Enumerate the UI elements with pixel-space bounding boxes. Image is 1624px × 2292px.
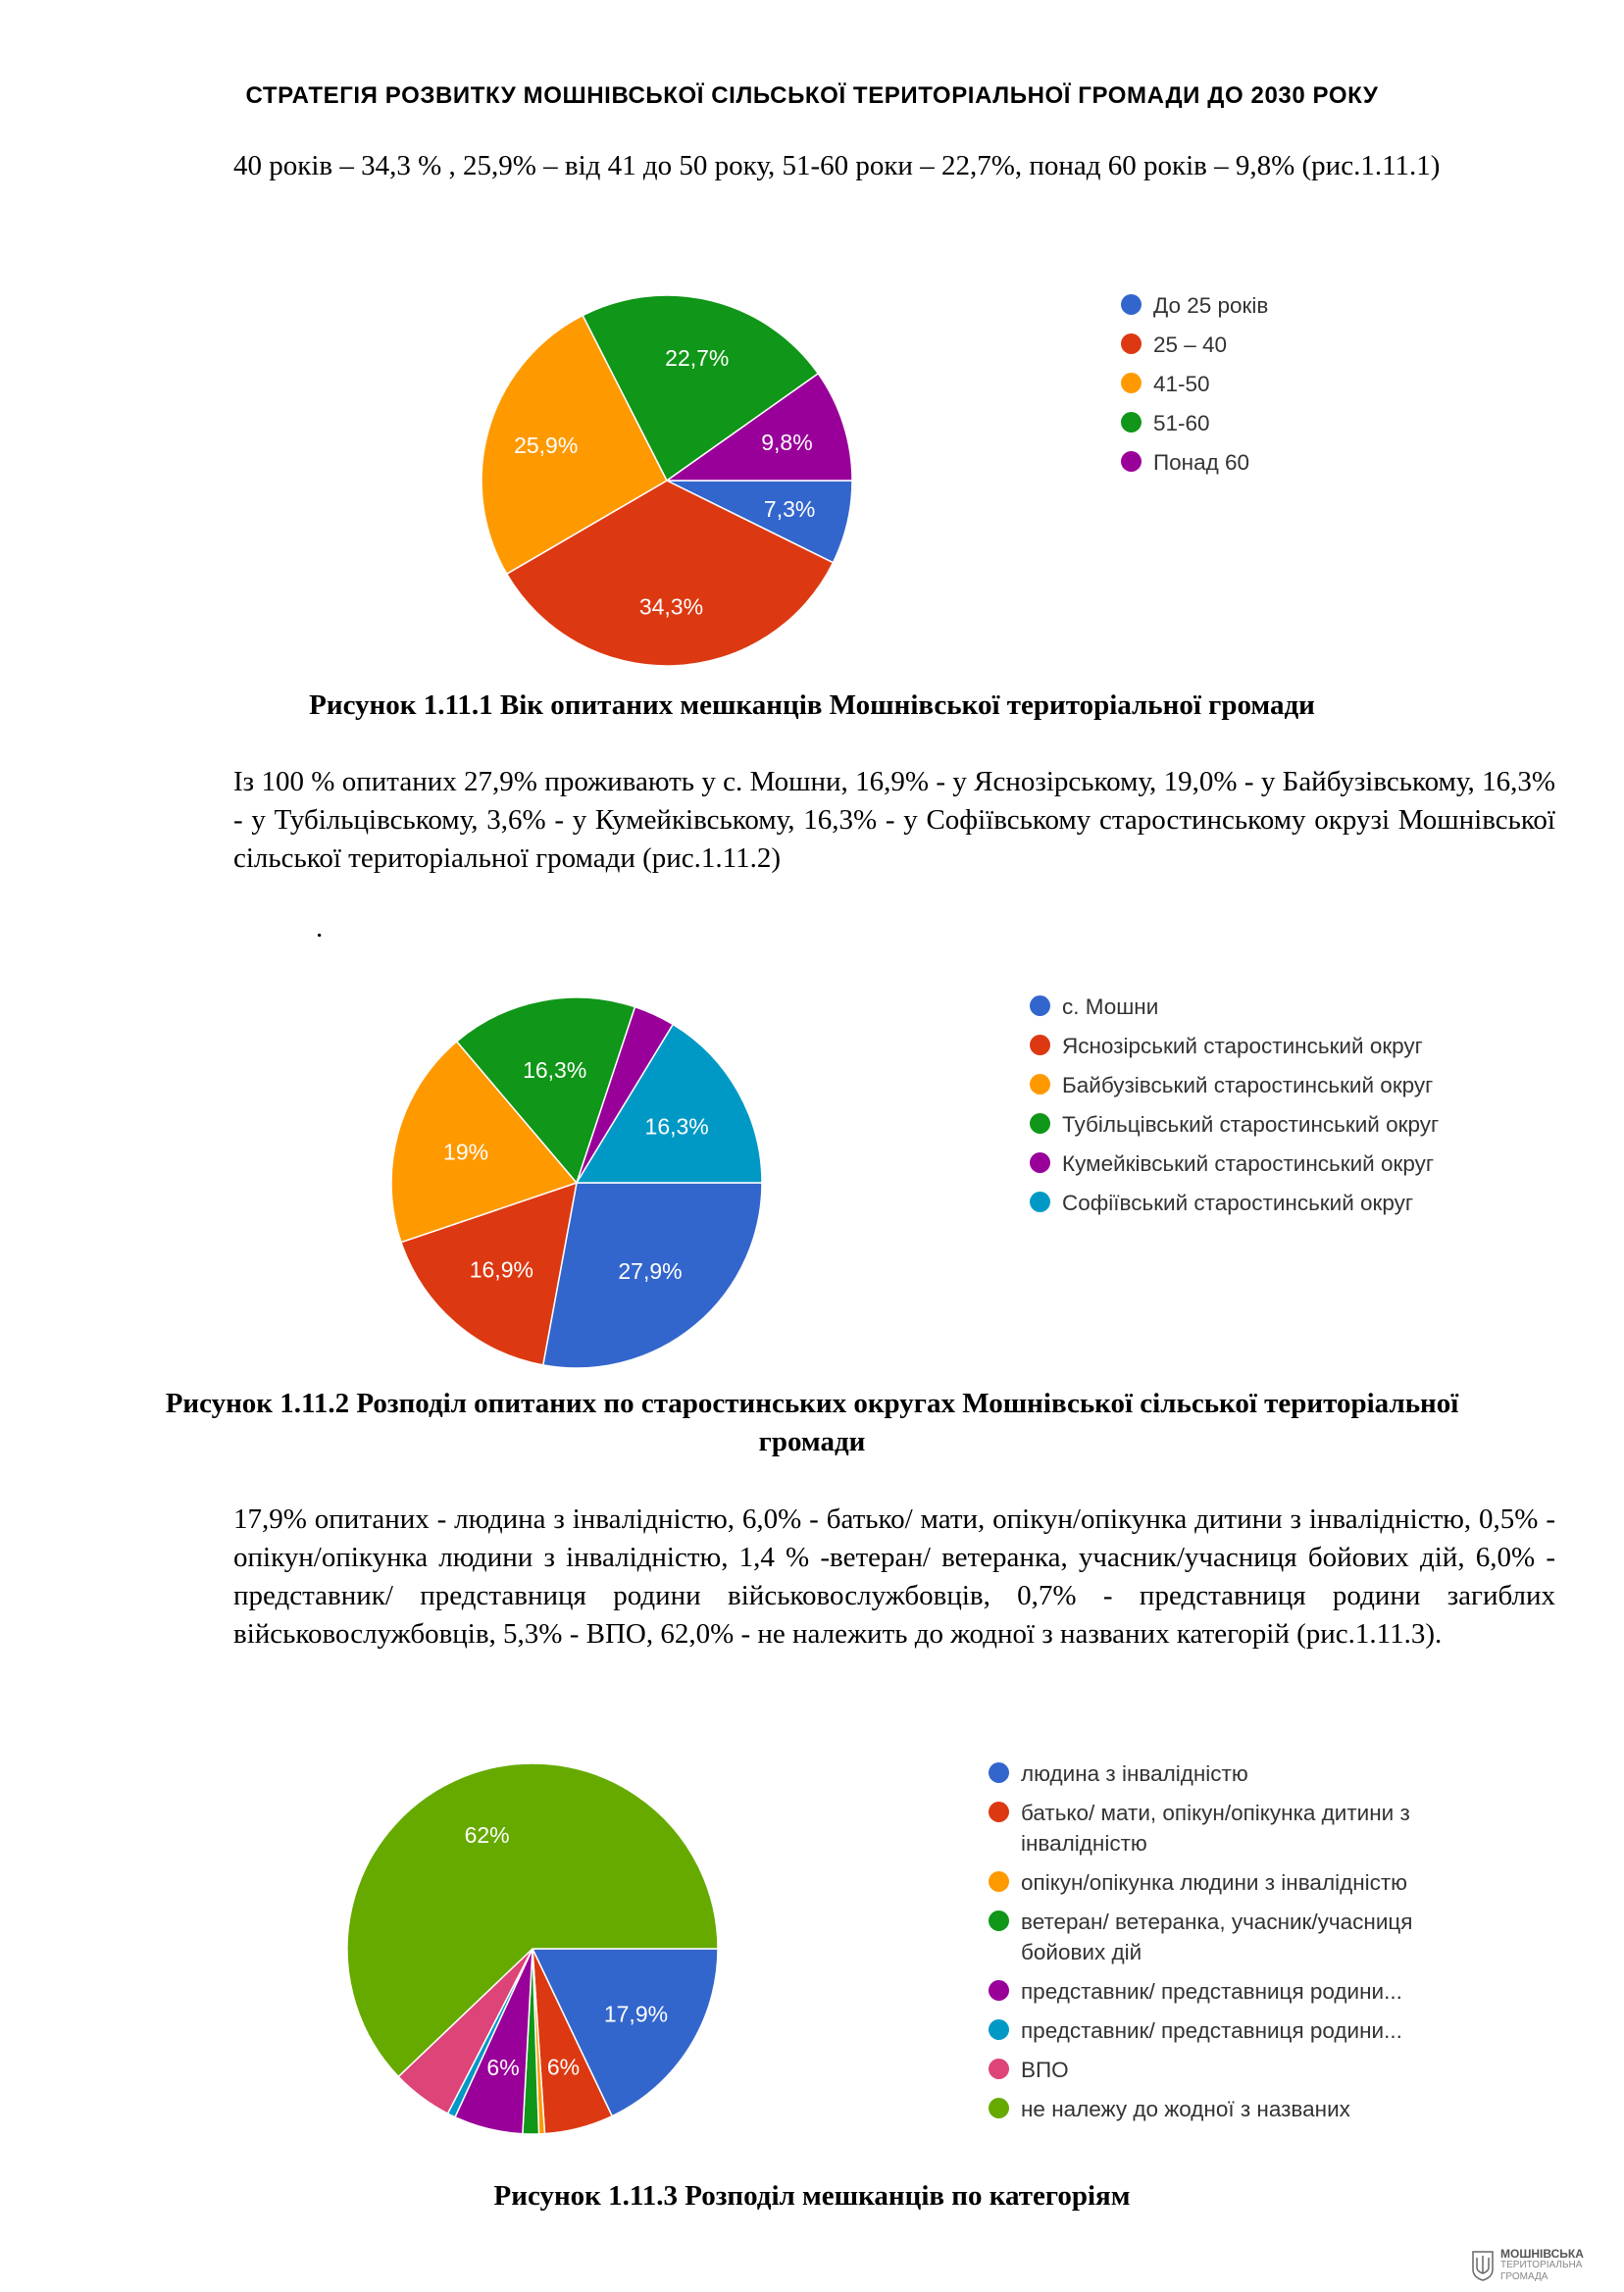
legend-swatch xyxy=(1121,373,1142,393)
legend-item xyxy=(989,2094,1498,2124)
slice-label: 9,8% xyxy=(761,430,813,456)
legend-swatch xyxy=(989,1980,1009,2001)
legend-item xyxy=(1030,1188,1439,1218)
legend-label: Кумейківський старостинський округ xyxy=(1062,1151,1435,1176)
legend-label: не належу до жодної з названих xyxy=(1021,2097,1350,2121)
legend-swatch xyxy=(989,1910,1009,1931)
legend-item xyxy=(1121,408,1268,438)
legend-label: 51-60 xyxy=(1153,411,1210,435)
legend-swatch xyxy=(989,1871,1009,1892)
legend-item xyxy=(989,1976,1498,2007)
legend-label: 41-50 xyxy=(1153,372,1210,396)
pie-chart-districts xyxy=(390,996,763,1369)
legend-swatch xyxy=(989,2098,1009,2118)
slice-label: 6% xyxy=(486,2055,520,2081)
slice-label: 6% xyxy=(546,2054,581,2080)
logo-line-3: ГРОМАДА xyxy=(1500,2271,1548,2282)
legend-label: с. Мошни xyxy=(1062,994,1159,1019)
slice-label: 22,7% xyxy=(665,345,730,372)
paragraph-dot: . xyxy=(316,912,324,943)
legend-item xyxy=(1121,369,1268,399)
paragraph-categories: 17,9% опитаних - людина з інвалідністю, 6,0% - батько/ мати, опікун/опікунка дитини з інвалідністю, 0,5% - опікун/опікунка людини з інвалідністю, 1,4 % -ветеран/ ветеранка, учасник/учасниця бойових дій, 6,0% - представник/ представниця родини військовослужбовців, 0,7% - представниця родини загиблих військовослужбовців, 5,3% - ВПО, 62,0% - не належить до жодної з названих категорій (рис.1.11.3). xyxy=(233,1503,1555,1650)
trident-icon xyxy=(1471,2250,1495,2281)
legend-item xyxy=(989,1867,1498,1898)
slice-label: 19% xyxy=(443,1139,489,1165)
legend-item xyxy=(1030,1109,1439,1140)
legend-swatch xyxy=(989,1802,1009,1822)
paragraph-age: 40 років – 34,3 % , 25,9% – від 41 до 50 року, 51-60 роки – 22,7%, понад 60 років – 9,8% (рис.1.11.1) xyxy=(233,150,1441,181)
figure-caption-3: Рисунок 1.11.3 Розподіл мешканців по категоріям xyxy=(493,2180,1131,2212)
slice-label: 17,9% xyxy=(603,2001,669,2027)
slice-label: 16,3% xyxy=(523,1056,587,1083)
legend-label: Яснозірський старостинський округ xyxy=(1062,1034,1423,1058)
legend-label: ВПО xyxy=(1021,2058,1069,2082)
legend-swatch xyxy=(1030,1035,1050,1055)
legend-item xyxy=(1030,1031,1439,1061)
legend-label: Тубільцівський старостинський округ xyxy=(1062,1112,1440,1137)
legend-label: До 25 років xyxy=(1153,293,1269,318)
pie-chart-age xyxy=(481,294,853,667)
slice-label: 27,9% xyxy=(618,1258,683,1285)
legend-swatch xyxy=(1030,1113,1050,1134)
page-header-title: СТРАТЕГІЯ РОЗВИТКУ МОШНІВСЬКОЇ СІЛЬСЬКОЇ ТЕРИТОРІАЛЬНОЇ ГРОМАДИ ДО 2030 РОКУ xyxy=(245,82,1379,109)
slice-label: 16,9% xyxy=(469,1256,533,1283)
legend-item xyxy=(1030,1070,1439,1100)
slice-label: 34,3% xyxy=(638,593,704,620)
legend-swatch xyxy=(989,2019,1009,2040)
legend-item xyxy=(1121,447,1268,478)
logo-line-2: ТЕРИТОРІАЛЬНА xyxy=(1500,2260,1583,2270)
legend-age xyxy=(1121,290,1268,486)
legend-swatch xyxy=(1121,451,1142,472)
legend-swatch xyxy=(989,1762,1009,1783)
legend-label: людина з інвалідністю xyxy=(1021,1761,1248,1786)
legend-swatch xyxy=(1030,1152,1050,1173)
legend-swatch xyxy=(1030,1192,1050,1212)
legend-item xyxy=(1121,290,1268,321)
paragraph-districts: Із 100 % опитаних 27,9% проживають у с. Мошни, 16,9% - у Яснозірському, 19,0% - у Байбузівському, 16,3% - у Тубільцівському, 3,6% - у Кумейківському, 16,3% - у Софіївському старостинському окрузі Мошнівської сільської територіальної громади (рис.1.11.2) xyxy=(233,766,1555,874)
legend-swatch xyxy=(1121,333,1142,354)
figure-caption-2: Рисунок 1.11.2 Розподіл опитаних по старостинських округах Мошнівської сільської територіальної громади xyxy=(165,1388,1459,1457)
figure-caption-1: Рисунок 1.11.1 Вік опитаних мешканців Мошнівської територіальної громади xyxy=(309,689,1315,721)
legend-label: 25 – 40 xyxy=(1153,332,1228,357)
legend-label: Софіївський старостинський округ xyxy=(1062,1191,1414,1215)
legend-label: ветеран/ ветеранка, учасник/учасниця бойових дій xyxy=(1021,1910,1413,1964)
legend-label: представник/ представниця родини... xyxy=(1021,1979,1402,2004)
slice-label: 7,3% xyxy=(763,496,816,523)
legend-item xyxy=(1030,1148,1439,1179)
logo-line-1: МОШНІВСЬКА xyxy=(1500,2247,1584,2261)
slice-label: 62% xyxy=(464,1822,510,1849)
legend-item xyxy=(989,1907,1498,1967)
legend-swatch xyxy=(1030,1074,1050,1095)
legend-swatch xyxy=(989,2059,1009,2079)
legend-label: опікун/опікунка людини з інвалідністю xyxy=(1021,1870,1408,1895)
legend-label: Понад 60 xyxy=(1153,450,1250,475)
legend-item xyxy=(1121,330,1268,360)
legend-categories xyxy=(989,1758,1498,2133)
legend-swatch xyxy=(1030,995,1050,1016)
legend-label: Байбузівський старостинський округ xyxy=(1062,1073,1434,1097)
slice-label: 16,3% xyxy=(644,1113,709,1140)
footer-logo xyxy=(1471,2246,1589,2285)
legend-swatch xyxy=(1121,294,1142,315)
legend-swatch xyxy=(1121,412,1142,433)
legend-item xyxy=(989,2055,1498,2085)
legend-item xyxy=(989,1758,1498,1789)
pie-chart-categories xyxy=(346,1762,719,2135)
legend-item xyxy=(1030,992,1439,1022)
legend-districts xyxy=(1030,992,1439,1227)
legend-item xyxy=(989,1798,1498,1859)
legend-label: представник/ представниця родини... xyxy=(1021,2018,1402,2043)
legend-label: батько/ мати, опікун/опікунка дитини з інвалідністю xyxy=(1021,1801,1410,1856)
legend-item xyxy=(989,2015,1498,2046)
slice-label: 25,9% xyxy=(514,432,579,458)
